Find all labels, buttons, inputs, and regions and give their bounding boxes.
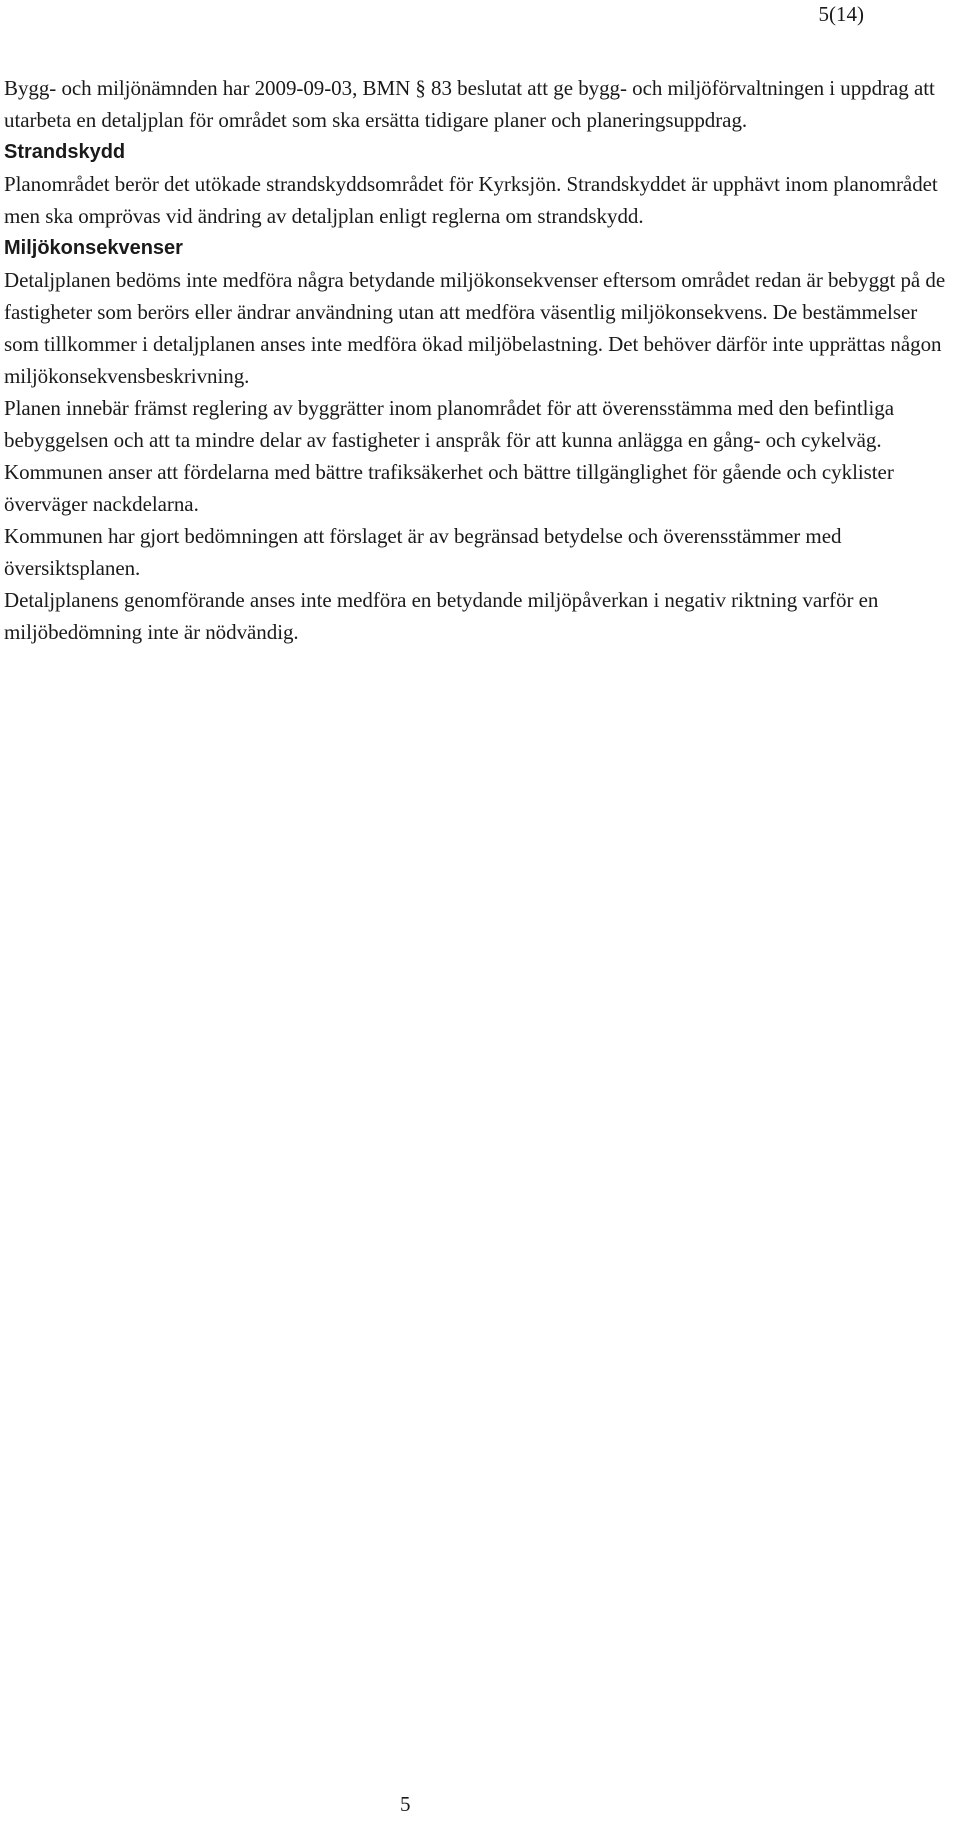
strandskydd-heading: Strandskydd bbox=[4, 141, 126, 163]
page-indicator: 5(14) bbox=[818, 2, 864, 26]
intro-paragraph: Bygg- och miljönämnden har 2009-09-03, BMN § 83 beslutat att ge bygg- och miljöförvaltningen i uppdrag att utarbeta en detaljplan för området som ska ersätta tidigare planer och planeringsuppdrag. bbox=[4, 76, 935, 132]
document-body bbox=[4, 72, 954, 648]
miljokonsekvenser-paragraph-4: Detaljplanens genomförande anses inte medföra en betydande miljöpåverkan i negativ riktning varför en miljöbedömning inte är nödvändig. bbox=[4, 588, 879, 644]
miljokonsekvenser-paragraph-2: Planen innebär främst reglering av byggrätter inom planområdet för att överensstämma med den befintliga bebyggelsen och att ta mindre delar av fastigheter i anspråk för att kunna anlägga en gång- och cykelväg. Kommunen anser att fördelarna med bättre trafiksäkerhet och bättre tillgänglighet för gående och cyklister överväger nackdelarna. bbox=[4, 396, 894, 516]
page-number-footer: 5 bbox=[400, 1792, 411, 1816]
miljokonsekvenser-paragraph-1: Detaljplanen bedöms inte medföra några betydande miljökonsekvenser eftersom området redan är bebyggt på de fastigheter som berörs eller ändrar användning utan att medföra väsentlig miljökonsekvens. De bestämmelser som tillkommer i detaljplanen anses inte medföra ökad miljöbelastning. Det behöver därför inte upprättas någon miljökonsekvensbeskrivning. bbox=[4, 268, 946, 388]
miljokonsekvenser-heading: Miljökonsekvenser bbox=[4, 237, 183, 259]
strandskydd-paragraph: Planområdet berör det utökade strandskyddsområdet för Kyrksjön. Strandskyddet är upphävt inom planområdet men ska omprövas vid ändring av detaljplan enligt reglerna om strandskydd. bbox=[4, 172, 938, 228]
miljokonsekvenser-paragraph-3: Kommunen har gjort bedömningen att förslaget är av begränsad betydelse och överensstämmer med översiktsplanen. bbox=[4, 524, 842, 580]
